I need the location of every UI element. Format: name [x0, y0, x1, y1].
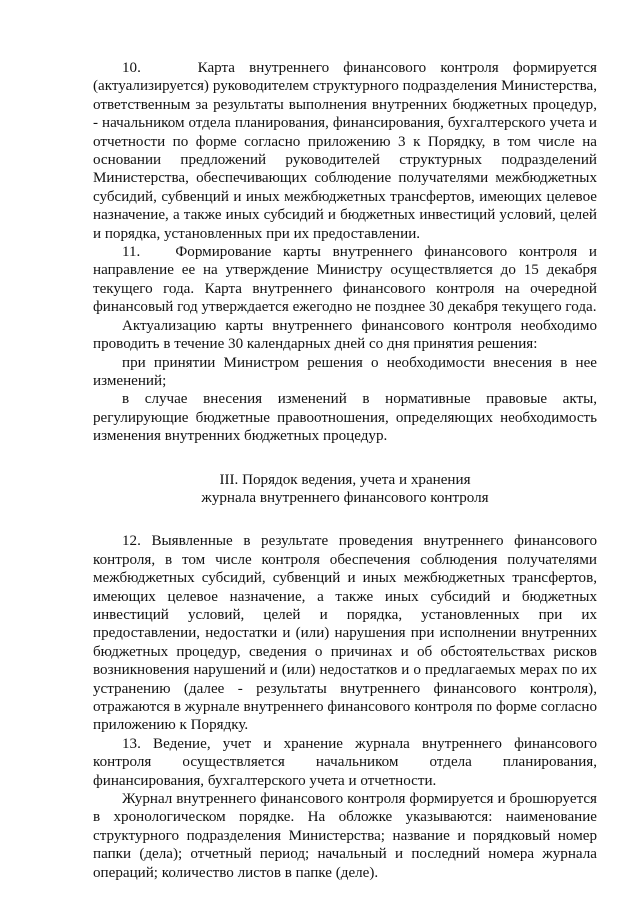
paragraph-11-case-minister: при принятии Министром решения о необходимости внесения в нее изменений; [93, 354, 597, 389]
paragraph-11-case-legal-acts: в случае внесения изменений в нормативные правовые акты, регулирующие бюджетные правоотношения, определяющих необходимость изменения внутренних бюджетных процедур. [93, 391, 597, 445]
section-heading [93, 471, 597, 508]
paragraph-13: 13. Ведение, учет и хранение журнала внутреннего финансового контроля осуществляется начальником отдела планирования, финансирования, бухгалтерского учета и отчетности. [93, 735, 597, 789]
section-heading-line-1: III. Порядок ведения, учета и хранения [219, 471, 471, 488]
paragraph-10: 10. Карта внутреннего финансового контроля формируется (актуализируется) руководителем структурного подразделения Министерства, ответственным за результаты выполнения внутренних бюджетных процедур, - начальником отдела планирования, финансирования, бухгалтерского учета и отчетности по форме согласно приложению 3 к Порядку, в том числе на основании предложений руководителей структурных подразделений Министерства, обеспечивающих соблюдение получателями межбюджетных субсидий, субвенций и иных межбюджетных трансфертов, имеющих целевое назначение, а также иных субсидий и бюджетных инвестиций условий, целей и порядка, установленных при их предоставлении. [93, 60, 597, 242]
section-heading-line-2: журнала внутреннего финансового контроля [201, 489, 489, 506]
paragraph-13-journal: Журнал внутреннего финансового контроля формируется и брошюруется в хронологическом порядке. На обложке указываются: наименование структурного подразделения Министерства; название и порядковый номер папки (дела); отчетный период; начальный и последний номера журнала операций; количество листов в папке (деле). [93, 791, 597, 881]
paragraph-12: 12. Выявленные в результате проведения внутреннего финансового контроля, в том числе контроля обеспечения соблюдения получателями межбюджетных субсидий, субвенций и иных межбюджетных трансфертов, имеющих целевое назначение, а также иных субсидий и бюджетных инвестиций условий, целей и порядка, установленных при их предоставлении, недостатки и (или) нарушения при исполнении внутренних бюджетных процедур, сведения о причинах и об обстоятельствах рисков возникновения нарушений и (или) недостатков и о предлагаемых мерах по их устранению (далее - результаты внутреннего финансового контроля), отражаются в журнале внутреннего финансового контроля по форме согласно приложению к Порядку. [93, 533, 597, 734]
paragraph-11: 11. Формирование карты внутреннего финансового контроля и направление ее на утверждение Министру осуществляется до 15 декабря текущего года. Карта внутреннего финансового контроля на очередной финансовый год утверждается ежегодно не позднее 30 декабря текущего года. [93, 244, 597, 316]
paragraph-11-actualization: Актуализацию карты внутреннего финансового контроля необходимо проводить в течение 30 календарных дней со дня принятия решения: [93, 317, 597, 353]
document-page [93, 59, 597, 882]
